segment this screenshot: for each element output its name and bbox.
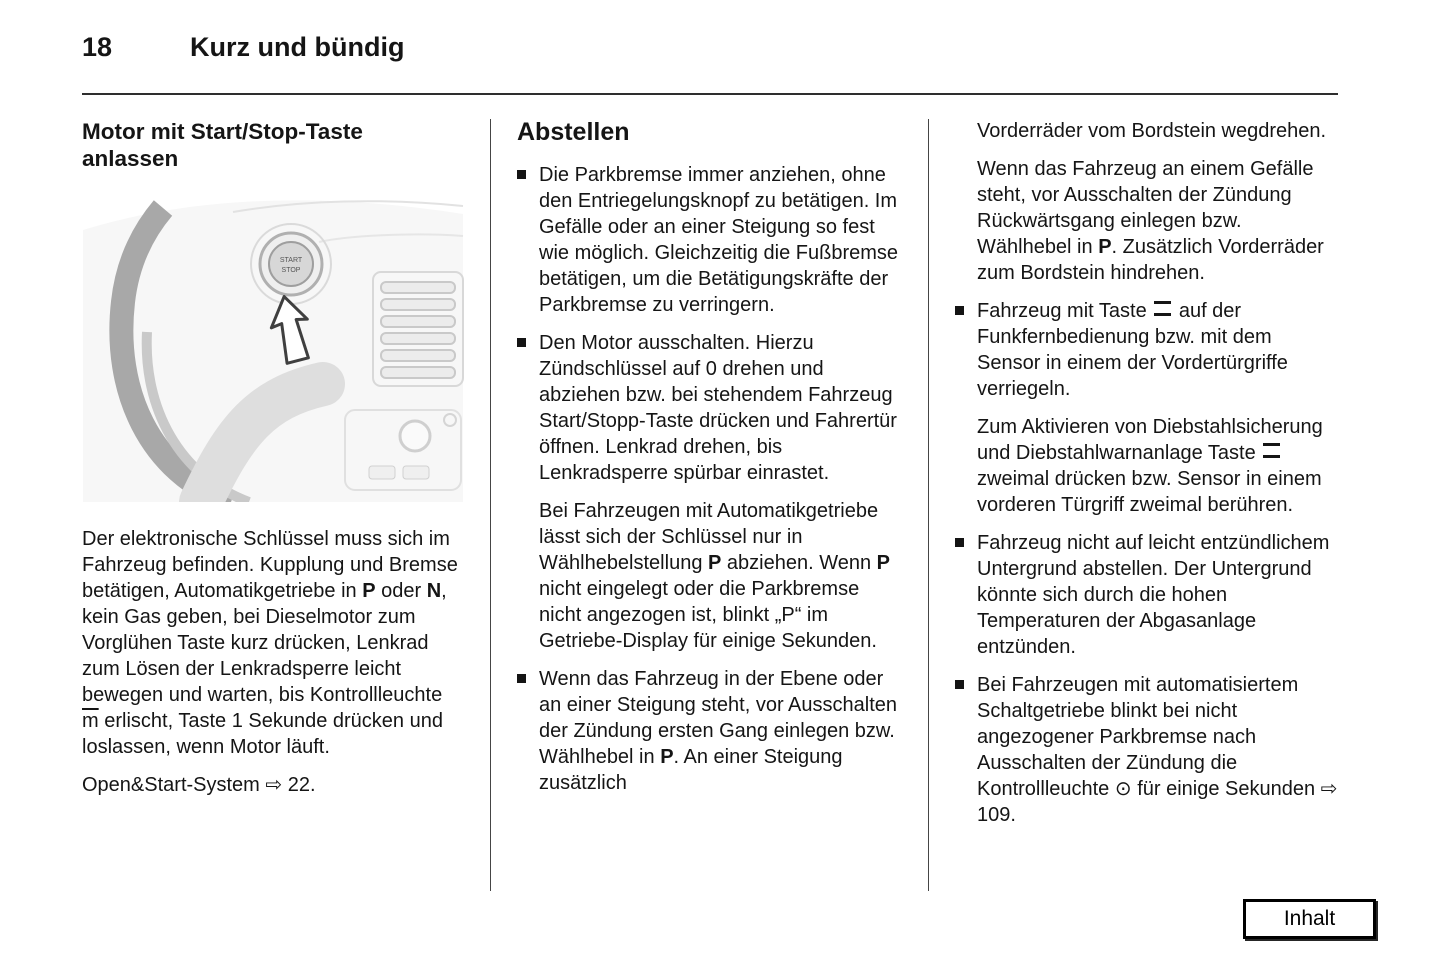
text-segment: nicht eingelegt oder die Parkbremse nicht angezogen ist, blinkt „P“ im Getriebe-Display für einige Sekunden.: [539, 577, 877, 652]
text-segment: P: [876, 551, 890, 574]
column-right: [955, 118, 1339, 840]
text-segment: P: [660, 745, 674, 768]
remote-lock-button-icon: [1263, 443, 1280, 458]
list-item: [517, 162, 903, 318]
paragraph: [977, 156, 1339, 286]
text-segment: Den Motor ausschalten. Hierzu Zündschlüssel auf 0 drehen und abziehen bzw. bei stehendem Fahrzeug Start/Stopp-Taste drücken und Fahrertür öffnen. Lenkrad drehen, bis Lenkradsperre spürbar einrastet.: [539, 331, 897, 484]
text-segment: für einige Sekunden: [1131, 778, 1321, 800]
text-segment: P: [708, 551, 722, 574]
section-heading: Motor mit Start/Stop-Taste anlassen: [82, 119, 363, 171]
start-stop-button-illustration: [82, 184, 464, 502]
text-segment: 22.: [282, 774, 316, 796]
text-segment: auf der Funkfernbedienung bzw. mit dem Sensor in einem der Vordertürgriffe verriegeln.: [977, 300, 1288, 400]
page-number: 18: [82, 32, 113, 62]
list-item-text: [977, 530, 1339, 660]
list-item: [517, 666, 903, 796]
text-segment: 109.: [977, 804, 1016, 826]
column-left: [82, 118, 464, 810]
text-segment: Open&Start-System: [82, 774, 266, 796]
column-middle: [517, 118, 903, 808]
column-divider: [928, 119, 929, 891]
text-segment: N: [426, 580, 442, 602]
text-segment: Zum Aktivieren von Diebstahlsicherung und Diebstahlwarnanlage Taste: [977, 416, 1323, 464]
page-reference-arrow-icon: ⇨: [265, 774, 283, 796]
paragraph: [82, 772, 464, 798]
paragraph: [977, 414, 1339, 518]
inhalt-button[interactable]: Inhalt: [1243, 899, 1376, 939]
text-segment: Bei Fahrzeugen mit Automatikgetriebe lässt sich der Schlüssel nur in Wählhebelstellung: [539, 499, 879, 574]
steering-lock-indicator-icon: $\overline{m}$: [82, 710, 99, 732]
paragraph: [977, 118, 1339, 144]
text-segment: Vorderräder vom Bordstein wegdrehen.: [977, 120, 1327, 142]
dashboard-knob: [400, 421, 430, 451]
list-item: [955, 298, 1339, 402]
text-segment: P: [362, 580, 376, 602]
list-item: [955, 530, 1339, 660]
text-segment: abziehen. Wenn: [721, 551, 877, 574]
column-divider: [490, 119, 491, 891]
list-item-text: [539, 162, 903, 318]
text-segment: , kein Gas geben, bei Dieselmotor zum Vorglühen Taste kurz drücken, Lenkrad zum Lösen der Lenkradsperre leicht bewegen und warten, bis Kontrollleuchte: [82, 580, 447, 706]
text-segment: Fahrzeug mit Taste: [977, 300, 1153, 322]
text-segment: Die Parkbremse immer anziehen, ohne den Entriegelungsknopf zu betätigen. Im Gefälle oder an einer Steigung so fest wie möglich. Gleichzeitig die Fußbremse betätigen, um die Betätigungskräfte der Parkbremse zu verringern.: [539, 163, 899, 316]
page-header: [82, 32, 404, 63]
parking-brake-indicator-icon: ⊙: [1114, 778, 1132, 800]
text-segment: Wenn das Fahrzeug in der Ebene oder an einer Steigung steht, vor Ausschalten der Zündung ersten Gang einlegen bzw. Wählhebel in: [539, 667, 898, 768]
start-stop-button-label: START: [279, 257, 303, 264]
list-item-text: [539, 330, 903, 486]
text-segment: erlischt, Taste 1 Sekunde drücken und loslassen, wenn Motor läuft.: [82, 710, 443, 758]
list-item-text: [977, 298, 1339, 402]
paragraph: [82, 526, 464, 760]
list-item-text: [977, 672, 1339, 828]
section-heading: Abstellen: [517, 118, 630, 146]
list-item: [517, 330, 903, 486]
chapter-title: Kurz und bündig: [190, 32, 405, 62]
text-segment: Wenn das Fahrzeug an einem Gefälle steht, vor Ausschalten der Zündung Rückwärtsgang einlegen bzw. Wählhebel in: [977, 158, 1314, 258]
list-item-text: [539, 666, 903, 796]
text-segment: oder: [375, 580, 427, 602]
text-segment: Fahrzeug nicht auf leicht entzündlichem Untergrund abstellen. Der Untergrund könnte sich durch die hohen Temperaturen der Abgasanlage entzünden.: [977, 532, 1330, 658]
text-segment: Der elektronische Schlüssel muss sich im Fahrzeug befinden. Kupplung und Bremse betätigen, Automatikgetriebe in: [82, 528, 458, 602]
text-segment: Bei Fahrzeugen mit automatisiertem Schaltgetriebe blinkt bei nicht angezogener Parkbremse nach Ausschalten der Zündung die Kontrollleuchte: [977, 674, 1299, 800]
paragraph: [539, 498, 903, 654]
text-segment: . An einer Steigung zusätzlich: [539, 745, 843, 794]
list-item: [955, 672, 1339, 828]
text-segment: P: [1098, 236, 1112, 258]
page-reference-arrow-icon: ⇨: [1320, 778, 1338, 800]
remote-lock-button-icon: [1154, 301, 1171, 316]
header-rule: [82, 93, 1338, 95]
text-segment: . Zusätzlich Vorderräder zum Bordstein hindrehen.: [977, 236, 1324, 284]
start-stop-button-label: STOP: [281, 267, 301, 274]
text-segment: zweimal drücken bzw. Sensor in einem vorderen Türgriff zweimal berühren.: [977, 468, 1322, 516]
